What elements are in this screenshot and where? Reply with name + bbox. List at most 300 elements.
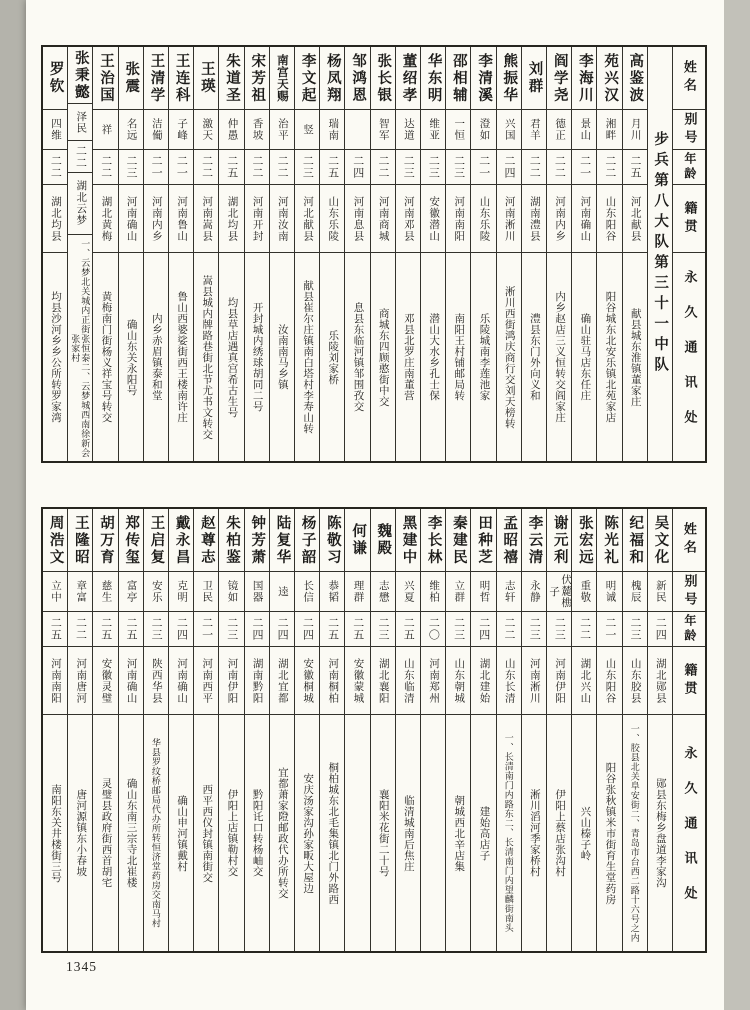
person-age: 二四 [169, 611, 193, 646]
person-alias: 重敬 [572, 571, 596, 611]
person-name: 孟昭禧 [501, 514, 518, 566]
person-column [622, 509, 647, 951]
person-name: 戴永昌 [173, 514, 190, 566]
person-name: 苑兴汉 [602, 52, 619, 104]
person-alias: 澄如 [471, 109, 495, 149]
person-address: 兴山榛子岭 [572, 714, 596, 951]
person-name: 李长林 [425, 514, 442, 566]
person-name: 秦建民 [450, 514, 467, 566]
person-name: 朱道圣 [224, 52, 241, 104]
person-name: 邹鸿恩 [350, 52, 367, 104]
person-native-place: 安徽灵璧 [93, 646, 117, 714]
person-age: 二二 [93, 149, 117, 184]
person-address: 确山驻马店东任庄 [572, 252, 596, 461]
person-address: 桐柏城东北毛集镇北门外路西 [320, 714, 344, 951]
person-age: 二三 [295, 149, 319, 184]
person-column [647, 509, 672, 951]
unit-title: 步兵第八大队第三十一中队 [652, 131, 669, 377]
person-alias: 兴国 [497, 109, 521, 149]
person-column [67, 509, 92, 951]
person-age: 二三 [547, 611, 571, 646]
person-column [168, 47, 193, 461]
person-address: 襄阳米花街二十号 [371, 714, 395, 951]
person-column [571, 47, 596, 461]
person-alias: 祥 [93, 109, 117, 149]
person-address: 一、云梦北关城内正街张恒泰二、云梦城西南徐新会张家村 [68, 234, 92, 461]
person-column [118, 509, 143, 951]
person-alias: 子峰 [169, 109, 193, 149]
person-age: 二三 [446, 611, 470, 646]
person-native-place: 河南淅川 [497, 184, 521, 252]
person-age: 二二 [547, 149, 571, 184]
person-alias: 维亚 [421, 109, 445, 149]
person-age: 二四 [648, 611, 672, 646]
person-address: 郧县东梅乡盘道李家沟 [648, 714, 672, 951]
person-name: 宋芳祖 [249, 52, 266, 104]
person-address: 南阳东关井楼街三号 [43, 714, 67, 951]
person-name: 钟芳萧 [249, 514, 266, 566]
person-name: 董绍孝 [400, 52, 417, 104]
person-age: 二三 [396, 149, 420, 184]
header-name: 姓名 [681, 522, 697, 558]
person-native-place: 山东临清 [396, 646, 420, 714]
person-alias: 慈生 [93, 571, 117, 611]
person-native-place: 湖北襄阳 [371, 646, 395, 714]
person-address [345, 714, 369, 951]
person-address: 乐陵刘家桥 [320, 252, 344, 461]
person-column [294, 47, 319, 461]
person-column [269, 47, 294, 461]
person-native-place: 河南确山 [572, 184, 596, 252]
person-age: 二三 [421, 149, 445, 184]
person-address: 黄梅南门街杨义祥宝号转交 [93, 252, 117, 461]
person-native-place: 河南商城 [371, 184, 395, 252]
person-column [370, 47, 395, 461]
person-column [143, 47, 168, 461]
person-age: 二三 [144, 611, 168, 646]
person-name: 李云清 [526, 514, 543, 566]
header-address: 永久通讯处 [673, 252, 705, 461]
person-alias: 理群 [345, 571, 369, 611]
person-alias: 槐辰 [623, 571, 647, 611]
person-address: 均县沙河乡乡公所转罗家湾 [43, 252, 67, 461]
person-column [118, 47, 143, 461]
person-name: 杨凤翔 [324, 52, 341, 104]
person-alias: 四维 [43, 109, 67, 149]
person-age: 二五 [396, 611, 420, 646]
person-address: 西平西仪封镇南街交 [194, 714, 218, 951]
header-age: 年龄 [673, 611, 705, 646]
person-name: 阎学尧 [551, 52, 568, 104]
person-alias: 洁僃 [144, 109, 168, 149]
person-address [421, 714, 445, 951]
person-alias: 富亭 [119, 571, 143, 611]
person-name: 杨子韶 [299, 514, 316, 566]
person-column [193, 509, 218, 951]
person-age: 二二 [245, 149, 269, 184]
person-name: 李文起 [299, 52, 316, 104]
person-alias: 志轩 [497, 571, 521, 611]
person-alias: 维柏 [421, 571, 445, 611]
person-age: 二四 [471, 611, 495, 646]
person-name: 罗钦 [47, 61, 64, 95]
person-name: 魏殿 [375, 523, 392, 557]
person-age: 二五 [119, 611, 143, 646]
header-column [672, 47, 705, 461]
person-alias: 永静 [522, 571, 546, 611]
person-address: 唐河源镇东小春坡 [68, 714, 92, 951]
person-native-place: 湖北建始 [471, 646, 495, 714]
person-native-place: 河南桐柏 [320, 646, 344, 714]
person-name: 南宫天赐 [275, 54, 288, 102]
person-column [470, 509, 495, 951]
person-alias: 仲愚 [219, 109, 243, 149]
person-column [496, 47, 521, 461]
person-native-place: 安徽潜山 [421, 184, 445, 252]
paper-page [26, 0, 724, 1010]
person-name: 陆复华 [274, 514, 291, 566]
person-native-place: 河南嵩县 [194, 184, 218, 252]
person-native-place: 陕西华县 [144, 646, 168, 714]
person-name: 高鉴波 [627, 52, 644, 104]
person-age: 二二 [68, 140, 92, 172]
person-name: 纪福和 [627, 514, 644, 566]
person-column [596, 509, 621, 951]
header-native-place: 籍贯 [673, 646, 705, 714]
person-name: 吴文化 [652, 514, 669, 566]
person-age: 二一 [597, 611, 621, 646]
person-native-place: 河南内乡 [547, 184, 571, 252]
person-age: 二三 [522, 611, 546, 646]
person-alias: 镜如 [219, 571, 243, 611]
person-column [244, 509, 269, 951]
roster-table-bottom [41, 507, 707, 953]
person-alias: 卫民 [194, 571, 218, 611]
person-age: 二四 [245, 611, 269, 646]
person-age: 二二 [572, 611, 596, 646]
person-column [420, 47, 445, 461]
header-alias: 别号 [673, 109, 705, 149]
person-address: 汝南南马乡镇 [270, 252, 294, 461]
person-address: 开封城内绣球胡同二号 [245, 252, 269, 461]
person-native-place: 河北献县 [295, 184, 319, 252]
person-age: 二四 [497, 149, 521, 184]
person-age: 二五 [320, 149, 344, 184]
person-column [546, 47, 571, 461]
person-native-place: 山东乐陵 [471, 184, 495, 252]
person-age: 二三 [371, 611, 395, 646]
person-alias: 立群 [446, 571, 470, 611]
person-age: 二三 [623, 611, 647, 646]
person-address: 伊阳上蔡店张沟村 [547, 714, 571, 951]
header-alias: 别号 [673, 571, 705, 611]
person-native-place: 山东朝城 [446, 646, 470, 714]
person-name: 王瑛 [198, 61, 215, 95]
person-column [395, 47, 420, 461]
person-name: 张长银 [375, 52, 392, 104]
person-address: 确山东南三宗寺北崔楼 [119, 714, 143, 951]
person-native-place: 河南南阳 [446, 184, 470, 252]
person-native-place: 湖南澧县 [522, 184, 546, 252]
person-native-place: 河南邓县 [396, 184, 420, 252]
person-column [43, 509, 67, 951]
person-name: 张秉懿 [72, 49, 89, 101]
header-address: 永久通讯处 [673, 714, 705, 951]
person-alias: 恭韬 [320, 571, 344, 611]
person-address: 息县东临河镇邹围孜交 [345, 252, 369, 461]
person-name: 张震 [123, 61, 140, 95]
person-name: 王连科 [173, 52, 190, 104]
person-age: 二五 [43, 611, 67, 646]
header-age: 年龄 [673, 149, 705, 184]
person-alias: 名远 [119, 109, 143, 149]
person-native-place: 河南鲁山 [169, 184, 193, 252]
person-age: 二二 [371, 149, 395, 184]
person-address: 安庆汤家沟孙家畈大屋边 [295, 714, 319, 951]
person-address: 伊阳上店镇勒村交 [219, 714, 243, 951]
person-address: 一、长清南门内路东二、长清南门内望麟街南头 [497, 714, 521, 951]
person-alias: 竖 [295, 109, 319, 149]
person-native-place: 湖南黔阳 [245, 646, 269, 714]
person-column [571, 509, 596, 951]
person-alias [345, 109, 369, 149]
person-address: 南阳王村铺邮局转 [446, 252, 470, 461]
person-column [92, 47, 117, 461]
person-name: 朱柏鉴 [224, 514, 241, 566]
person-column [244, 47, 269, 461]
person-column [370, 509, 395, 951]
person-column [344, 509, 369, 951]
person-address: 淅川西街鸿庆商行交刘天榜转 [497, 252, 521, 461]
person-address: 献县城东淮镇董家庄 [623, 252, 647, 461]
person-alias: 立中 [43, 571, 67, 611]
person-name: 王隆昭 [72, 514, 89, 566]
person-column [143, 509, 168, 951]
person-alias: 景山 [572, 109, 596, 149]
person-address: 商城东四顾憨街中交 [371, 252, 395, 461]
person-address: 淅川滔河季家桥村 [522, 714, 546, 951]
person-column [521, 47, 546, 461]
person-native-place: 河南确山 [119, 646, 143, 714]
person-alias: 君羊 [522, 109, 546, 149]
person-age: 二三 [119, 149, 143, 184]
person-address: 确山申河镇戴村 [169, 714, 193, 951]
person-alias: 明哲 [471, 571, 495, 611]
person-column [521, 509, 546, 951]
person-alias: 逵 [270, 571, 294, 611]
person-native-place: 湖北兴山 [572, 646, 596, 714]
person-name: 邵相辅 [450, 52, 467, 104]
person-native-place: 河南淅川 [522, 646, 546, 714]
person-age: 二一 [194, 611, 218, 646]
person-column [445, 47, 470, 461]
person-age: 二一 [572, 149, 596, 184]
person-alias: 达道 [396, 109, 420, 149]
person-column [496, 509, 521, 951]
person-address: 均县草店遇真宫希古生号 [219, 252, 243, 461]
person-native-place: 湖北郧县 [648, 646, 672, 714]
person-name: 熊振华 [501, 52, 518, 104]
person-native-place: 山东胶县 [623, 646, 647, 714]
person-column [218, 509, 243, 951]
person-name: 张宏远 [576, 514, 593, 566]
person-age: 二二 [597, 149, 621, 184]
person-alias: 安乐 [144, 571, 168, 611]
person-age: 二五 [320, 611, 344, 646]
person-alias: 治平 [270, 109, 294, 149]
person-native-place: 河南确山 [169, 646, 193, 714]
person-alias: 伏麓樵子 [547, 571, 571, 611]
roster-table-top [41, 45, 707, 463]
person-age: 二四 [270, 611, 294, 646]
person-native-place: 河南开封 [245, 184, 269, 252]
header-native-place: 籍贯 [673, 184, 705, 252]
person-age: 二三 [446, 149, 470, 184]
person-address: 内乡赤眉镇泰和堂 [144, 252, 168, 461]
person-name: 王治国 [98, 52, 115, 104]
person-age: 二一 [169, 149, 193, 184]
person-age: 二二 [497, 611, 521, 646]
person-native-place: 山东长清 [497, 646, 521, 714]
person-native-place: 山东乐陵 [320, 184, 344, 252]
person-native-place: 湖北云梦 [68, 172, 92, 234]
person-address: 内乡赵店三义恒转交阎家庄 [547, 252, 571, 461]
person-alias: 湘畔 [597, 109, 621, 149]
person-alias: 克明 [169, 571, 193, 611]
person-address: 临清城南后焦庄 [396, 714, 420, 951]
person-column [218, 47, 243, 461]
person-address: 献县崔尔庄镇南白塔村李寿山转 [295, 252, 319, 461]
person-name: 周浩文 [47, 514, 64, 566]
person-native-place: 河南西平 [194, 646, 218, 714]
person-column [596, 47, 621, 461]
person-alias: 明诚 [597, 571, 621, 611]
person-native-place: 湖北宜都 [270, 646, 294, 714]
person-age: 二五 [219, 149, 243, 184]
person-age: 二二 [270, 149, 294, 184]
person-name: 胡万育 [98, 514, 115, 566]
person-alias: 智军 [371, 109, 395, 149]
person-name: 陈敬习 [324, 514, 341, 566]
person-name: 黑建中 [400, 514, 417, 566]
person-native-place: 河南伊阳 [219, 646, 243, 714]
person-name: 王启复 [148, 514, 165, 566]
person-age: 二〇 [421, 611, 445, 646]
person-age: 二二 [194, 149, 218, 184]
person-native-place: 湖北均县 [219, 184, 243, 252]
person-column [470, 47, 495, 461]
person-native-place: 河南郑州 [421, 646, 445, 714]
person-column [269, 509, 294, 951]
person-age: 二五 [93, 611, 117, 646]
person-column [193, 47, 218, 461]
person-native-place: 河南伊阳 [547, 646, 571, 714]
person-column [294, 509, 319, 951]
person-column [420, 509, 445, 951]
person-name: 李清溪 [476, 52, 493, 104]
person-native-place: 湖北黄梅 [93, 184, 117, 252]
person-native-place: 河南南阳 [43, 646, 67, 714]
person-address: 嵩县城内牌路巷街北节尤书文转交 [194, 252, 218, 461]
person-alias: 德正 [547, 109, 571, 149]
person-address: 潜山大水乡孔士保 [421, 252, 445, 461]
person-column [319, 509, 344, 951]
person-native-place: 山东阳谷 [597, 184, 621, 252]
person-address: 澧县东门外向义和 [522, 252, 546, 461]
person-address: 华县罗纹桥邮局代办所转恒济堂药房交南马村 [144, 714, 168, 951]
person-name: 赵尊志 [198, 514, 215, 566]
person-native-place: 安徽桐城 [295, 646, 319, 714]
person-alias: 泽民 [68, 103, 92, 140]
person-alias: 国器 [245, 571, 269, 611]
person-column [344, 47, 369, 461]
person-age: 二二 [68, 611, 92, 646]
person-alias: 兴夏 [396, 571, 420, 611]
person-name: 华东明 [425, 52, 442, 104]
person-age: 二四 [295, 611, 319, 646]
page-number: 1345 [66, 959, 97, 974]
person-age: 二二 [43, 149, 67, 184]
person-name: 何谦 [350, 523, 367, 557]
person-age: 二三 [219, 611, 243, 646]
person-name: 谢元利 [551, 514, 568, 566]
person-name: 田种芝 [476, 514, 493, 566]
person-age: 二二 [522, 149, 546, 184]
person-alias: 瑞南 [320, 109, 344, 149]
person-address: 建始高店子 [471, 714, 495, 951]
person-address: 阳谷张秋镇米市街育生堂药房 [597, 714, 621, 951]
person-column [395, 509, 420, 951]
person-name: 王清学 [148, 52, 165, 104]
person-column [546, 509, 571, 951]
person-alias: 志懋 [371, 571, 395, 611]
person-native-place: 河南息县 [345, 184, 369, 252]
person-column [445, 509, 470, 951]
person-name: 郑传玺 [123, 514, 140, 566]
person-alias: 长信 [295, 571, 319, 611]
person-column [43, 47, 67, 461]
person-address: 朝城西北辛店集 [446, 714, 470, 951]
person-alias: 月川 [623, 109, 647, 149]
person-column [622, 47, 647, 461]
header-name: 姓名 [681, 60, 697, 96]
person-native-place: 河北献县 [623, 184, 647, 252]
person-native-place: 河南汝南 [270, 184, 294, 252]
person-native-place: 河南唐河 [68, 646, 92, 714]
header-column [672, 509, 705, 951]
person-alias: 章富 [68, 571, 92, 611]
unit-title-column [647, 47, 672, 461]
person-native-place: 湖北均县 [43, 184, 67, 252]
person-address: 黔阳讬口转杨岫交 [245, 714, 269, 951]
person-address: 灵璧县政府街西首胡宅 [93, 714, 117, 951]
person-age: 二四 [345, 149, 369, 184]
person-alias: 激天 [194, 109, 218, 149]
person-native-place: 安徽蒙城 [345, 646, 369, 714]
person-native-place: 河南内乡 [144, 184, 168, 252]
person-age: 二一 [144, 149, 168, 184]
person-address: 乐陵城南李莲池家 [471, 252, 495, 461]
person-alias: 一恒 [446, 109, 470, 149]
person-name: 李海川 [576, 52, 593, 104]
person-column [168, 509, 193, 951]
person-address: 确山东关永阳号 [119, 252, 143, 461]
person-alias: 香坡 [245, 109, 269, 149]
person-address: 邓县北罗庄南董营 [396, 252, 420, 461]
person-name: 刘群 [526, 61, 543, 95]
person-address: 阳谷城东北安乐镇北苑家店 [597, 252, 621, 461]
person-age: 二五 [345, 611, 369, 646]
